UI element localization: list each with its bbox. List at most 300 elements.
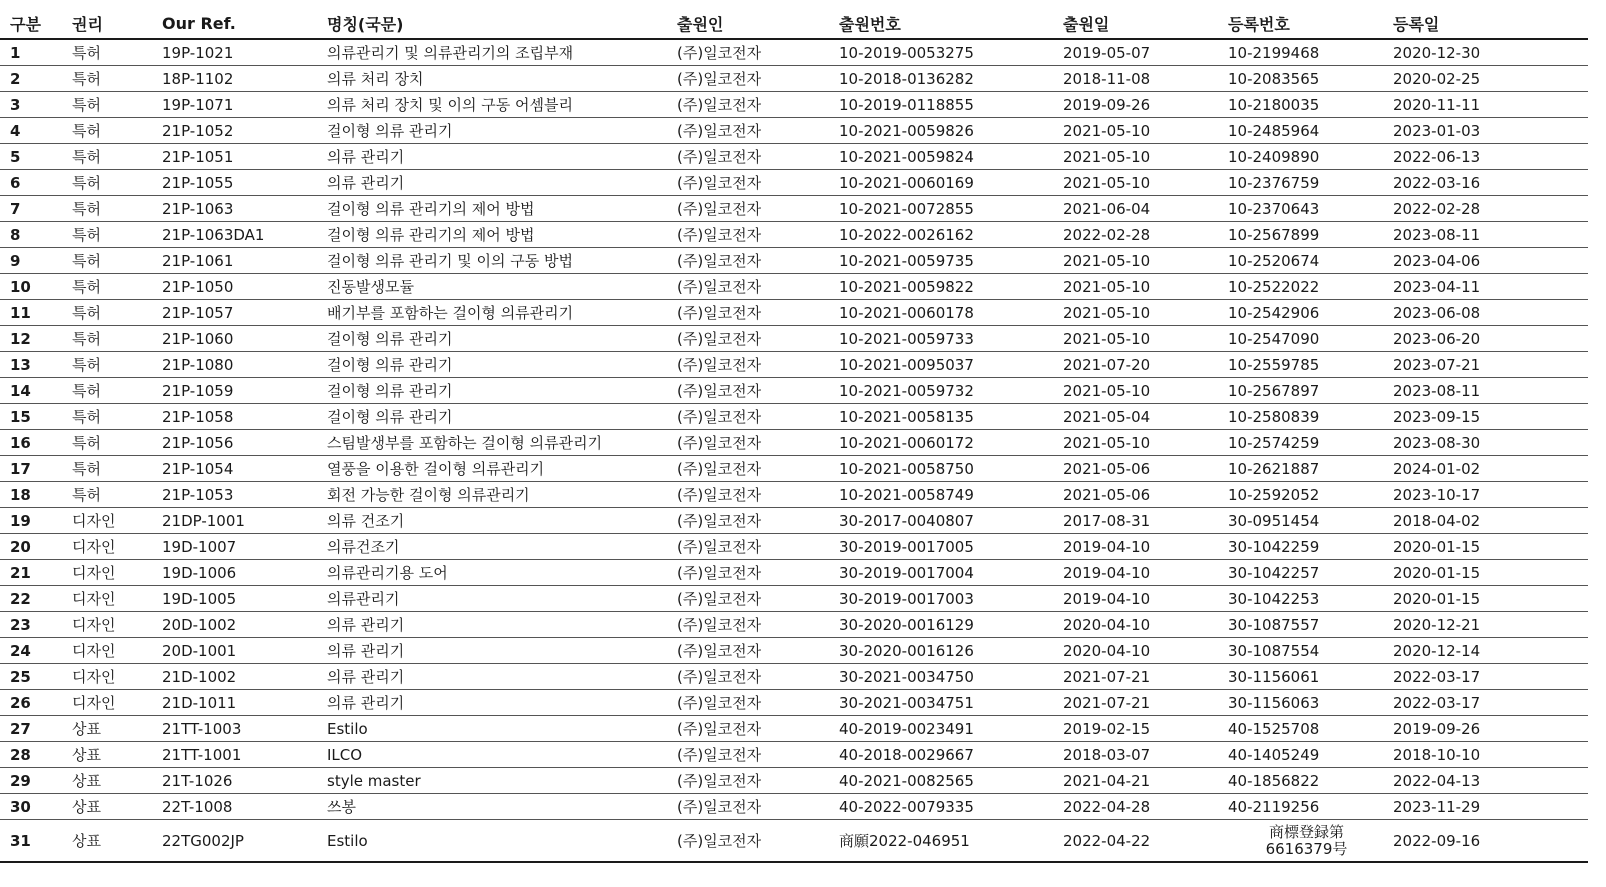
cell-application-number: 30-2019-0017004 <box>835 560 1059 586</box>
cell-number: 30 <box>0 794 68 820</box>
table-row <box>0 690 1588 716</box>
cell-title: 의류 처리 장치 <box>323 66 673 92</box>
cell-number: 10 <box>0 274 68 300</box>
table-row <box>0 508 1588 534</box>
table-row <box>0 404 1588 430</box>
cell-registration-number: 10-2580839 <box>1224 404 1389 430</box>
cell-applicant: (주)일코전자 <box>673 92 835 118</box>
cell-number: 16 <box>0 430 68 456</box>
cell-registration-date: 2023-06-08 <box>1389 300 1588 326</box>
cell-registration-date: 2023-04-11 <box>1389 274 1588 300</box>
cell-registration-date: 2023-10-17 <box>1389 482 1588 508</box>
cell-application-number: 10-2021-0059822 <box>835 274 1059 300</box>
cell-registration-number: 商標登録第 6616379号 <box>1224 820 1389 863</box>
cell-number: 8 <box>0 222 68 248</box>
cell-application-date: 2020-04-10 <box>1059 612 1224 638</box>
cell-application-date: 2021-06-04 <box>1059 196 1224 222</box>
cell-number: 2 <box>0 66 68 92</box>
cell-our-ref: 20D-1002 <box>158 612 323 638</box>
cell-right-type: 상표 <box>68 716 158 742</box>
cell-registration-number: 30-1042253 <box>1224 586 1389 612</box>
cell-application-date: 2021-05-10 <box>1059 118 1224 144</box>
cell-application-number: 40-2022-0079335 <box>835 794 1059 820</box>
cell-application-date: 2021-04-21 <box>1059 768 1224 794</box>
cell-number: 27 <box>0 716 68 742</box>
cell-application-number: 30-2021-0034750 <box>835 664 1059 690</box>
cell-number: 13 <box>0 352 68 378</box>
cell-applicant: (주)일코전자 <box>673 144 835 170</box>
cell-registration-date: 2023-08-30 <box>1389 430 1588 456</box>
cell-registration-number: 10-2547090 <box>1224 326 1389 352</box>
cell-title: 걸이형 의류 관리기 <box>323 378 673 404</box>
cell-application-number: 30-2019-0017005 <box>835 534 1059 560</box>
table-row <box>0 586 1588 612</box>
cell-right-type: 특허 <box>68 300 158 326</box>
cell-our-ref: 22T-1008 <box>158 794 323 820</box>
cell-registration-number: 10-2567899 <box>1224 222 1389 248</box>
cell-right-type: 디자인 <box>68 586 158 612</box>
cell-title: 걸이형 의류 관리기 <box>323 352 673 378</box>
cell-registration-number: 10-2376759 <box>1224 170 1389 196</box>
cell-right-type: 특허 <box>68 456 158 482</box>
cell-registration-number: 10-2409890 <box>1224 144 1389 170</box>
cell-title: 걸이형 의류 관리기 <box>323 326 673 352</box>
cell-applicant: (주)일코전자 <box>673 39 835 66</box>
ip-registration-table <box>0 8 1588 863</box>
header-applicant: 출원인 <box>673 8 835 39</box>
cell-title: 의류 건조기 <box>323 508 673 534</box>
table-row <box>0 118 1588 144</box>
cell-application-number: 10-2021-0095037 <box>835 352 1059 378</box>
cell-title: ILCO <box>323 742 673 768</box>
cell-applicant: (주)일코전자 <box>673 326 835 352</box>
cell-registration-number: 10-2083565 <box>1224 66 1389 92</box>
table-row <box>0 66 1588 92</box>
cell-applicant: (주)일코전자 <box>673 274 835 300</box>
cell-title: 걸이형 의류 관리기의 제어 방법 <box>323 222 673 248</box>
cell-applicant: (주)일코전자 <box>673 248 835 274</box>
cell-registration-date: 2023-04-06 <box>1389 248 1588 274</box>
cell-application-date: 2022-04-28 <box>1059 794 1224 820</box>
cell-applicant: (주)일코전자 <box>673 456 835 482</box>
cell-title: 진동발생모듈 <box>323 274 673 300</box>
cell-our-ref: 18P-1102 <box>158 66 323 92</box>
cell-application-date: 2019-09-26 <box>1059 92 1224 118</box>
cell-application-date: 2021-05-06 <box>1059 456 1224 482</box>
cell-application-date: 2021-07-21 <box>1059 690 1224 716</box>
table-row <box>0 170 1588 196</box>
cell-title: style master <box>323 768 673 794</box>
table-row <box>0 222 1588 248</box>
table-row <box>0 820 1588 863</box>
cell-right-type: 특허 <box>68 482 158 508</box>
cell-application-date: 2019-05-07 <box>1059 39 1224 66</box>
cell-number: 15 <box>0 404 68 430</box>
cell-registration-date: 2023-06-20 <box>1389 326 1588 352</box>
cell-number: 3 <box>0 92 68 118</box>
cell-registration-date: 2020-12-21 <box>1389 612 1588 638</box>
cell-registration-date: 2020-01-15 <box>1389 586 1588 612</box>
cell-registration-number: 10-2180035 <box>1224 92 1389 118</box>
cell-application-number: 40-2018-0029667 <box>835 742 1059 768</box>
cell-registration-number: 10-2522022 <box>1224 274 1389 300</box>
cell-our-ref: 21P-1060 <box>158 326 323 352</box>
cell-our-ref: 21P-1050 <box>158 274 323 300</box>
cell-applicant: (주)일코전자 <box>673 378 835 404</box>
cell-title: 배기부를 포함하는 걸이형 의류관리기 <box>323 300 673 326</box>
cell-registration-number: 10-2574259 <box>1224 430 1389 456</box>
cell-number: 24 <box>0 638 68 664</box>
cell-number: 29 <box>0 768 68 794</box>
cell-right-type: 디자인 <box>68 612 158 638</box>
cell-application-number: 30-2017-0040807 <box>835 508 1059 534</box>
cell-applicant: (주)일코전자 <box>673 118 835 144</box>
table-body <box>0 39 1588 862</box>
cell-title: Estilo <box>323 820 673 863</box>
cell-application-number: 30-2020-0016126 <box>835 638 1059 664</box>
cell-our-ref: 22TG002JP <box>158 820 323 863</box>
cell-application-date: 2019-04-10 <box>1059 586 1224 612</box>
table-row <box>0 560 1588 586</box>
cell-registration-number: 30-1156063 <box>1224 690 1389 716</box>
header-title-korean: 명칭(국문) <box>323 8 673 39</box>
cell-application-number: 10-2019-0118855 <box>835 92 1059 118</box>
cell-registration-date: 2020-11-11 <box>1389 92 1588 118</box>
cell-application-number: 40-2019-0023491 <box>835 716 1059 742</box>
cell-application-number: 40-2021-0082565 <box>835 768 1059 794</box>
cell-number: 21 <box>0 560 68 586</box>
cell-application-date: 2018-03-07 <box>1059 742 1224 768</box>
cell-right-type: 상표 <box>68 768 158 794</box>
cell-registration-date: 2022-04-13 <box>1389 768 1588 794</box>
cell-application-number: 10-2021-0059826 <box>835 118 1059 144</box>
cell-number: 26 <box>0 690 68 716</box>
cell-our-ref: 21P-1063DA1 <box>158 222 323 248</box>
cell-right-type: 특허 <box>68 144 158 170</box>
cell-applicant: (주)일코전자 <box>673 820 835 863</box>
cell-title: 쓰봉 <box>323 794 673 820</box>
cell-registration-date: 2020-12-30 <box>1389 39 1588 66</box>
cell-our-ref: 21TT-1001 <box>158 742 323 768</box>
cell-registration-number: 30-1087557 <box>1224 612 1389 638</box>
cell-title: 걸이형 의류 관리기 <box>323 404 673 430</box>
cell-right-type: 상표 <box>68 820 158 863</box>
cell-our-ref: 19P-1071 <box>158 92 323 118</box>
cell-applicant: (주)일코전자 <box>673 430 835 456</box>
cell-applicant: (주)일코전자 <box>673 690 835 716</box>
cell-our-ref: 21T-1026 <box>158 768 323 794</box>
cell-application-number: 商願2022-046951 <box>835 820 1059 863</box>
cell-registration-date: 2022-09-16 <box>1389 820 1588 863</box>
cell-application-date: 2017-08-31 <box>1059 508 1224 534</box>
cell-application-number: 10-2021-0059824 <box>835 144 1059 170</box>
cell-application-number: 30-2019-0017003 <box>835 586 1059 612</box>
cell-title: 의류 관리기 <box>323 690 673 716</box>
cell-application-date: 2021-05-04 <box>1059 404 1224 430</box>
cell-number: 19 <box>0 508 68 534</box>
header-right-type: 권리 <box>68 8 158 39</box>
cell-right-type: 특허 <box>68 66 158 92</box>
cell-registration-number: 30-1042257 <box>1224 560 1389 586</box>
cell-right-type: 상표 <box>68 742 158 768</box>
cell-registration-date: 2022-03-17 <box>1389 664 1588 690</box>
cell-registration-date: 2022-02-28 <box>1389 196 1588 222</box>
cell-title: 의류 처리 장치 및 이의 구동 어셈블리 <box>323 92 673 118</box>
table-row <box>0 430 1588 456</box>
cell-application-number: 10-2021-0058750 <box>835 456 1059 482</box>
cell-registration-number: 10-2542906 <box>1224 300 1389 326</box>
table-row <box>0 300 1588 326</box>
cell-our-ref: 21P-1053 <box>158 482 323 508</box>
cell-our-ref: 21P-1057 <box>158 300 323 326</box>
cell-our-ref: 21P-1061 <box>158 248 323 274</box>
cell-title: 의류관리기용 도어 <box>323 560 673 586</box>
cell-number: 11 <box>0 300 68 326</box>
cell-our-ref: 21P-1080 <box>158 352 323 378</box>
cell-application-date: 2021-05-10 <box>1059 430 1224 456</box>
header-application-date: 출원일 <box>1059 8 1224 39</box>
cell-number: 18 <box>0 482 68 508</box>
cell-application-date: 2022-02-28 <box>1059 222 1224 248</box>
cell-our-ref: 20D-1001 <box>158 638 323 664</box>
table-row <box>0 664 1588 690</box>
cell-our-ref: 21D-1002 <box>158 664 323 690</box>
cell-applicant: (주)일코전자 <box>673 742 835 768</box>
cell-applicant: (주)일코전자 <box>673 768 835 794</box>
cell-applicant: (주)일코전자 <box>673 664 835 690</box>
cell-application-number: 10-2021-0058135 <box>835 404 1059 430</box>
cell-right-type: 특허 <box>68 404 158 430</box>
cell-application-number: 10-2019-0053275 <box>835 39 1059 66</box>
table-row <box>0 742 1588 768</box>
cell-our-ref: 21D-1011 <box>158 690 323 716</box>
cell-registration-date: 2020-01-15 <box>1389 560 1588 586</box>
cell-applicant: (주)일코전자 <box>673 352 835 378</box>
cell-number: 7 <box>0 196 68 222</box>
cell-number: 23 <box>0 612 68 638</box>
cell-registration-number: 40-1405249 <box>1224 742 1389 768</box>
cell-number: 5 <box>0 144 68 170</box>
cell-our-ref: 19D-1006 <box>158 560 323 586</box>
cell-application-date: 2020-04-10 <box>1059 638 1224 664</box>
cell-application-number: 10-2021-0060172 <box>835 430 1059 456</box>
cell-right-type: 디자인 <box>68 690 158 716</box>
table-row <box>0 794 1588 820</box>
cell-registration-date: 2018-04-02 <box>1389 508 1588 534</box>
cell-applicant: (주)일코전자 <box>673 196 835 222</box>
cell-number: 20 <box>0 534 68 560</box>
cell-application-number: 10-2021-0060169 <box>835 170 1059 196</box>
cell-registration-number: 10-2567897 <box>1224 378 1389 404</box>
table-header-row <box>0 8 1588 39</box>
cell-application-date: 2021-05-10 <box>1059 144 1224 170</box>
cell-registration-number: 10-2199468 <box>1224 39 1389 66</box>
cell-application-date: 2021-05-10 <box>1059 248 1224 274</box>
cell-number: 31 <box>0 820 68 863</box>
cell-applicant: (주)일코전자 <box>673 170 835 196</box>
cell-title: 의류관리기 및 의류관리기의 조립부재 <box>323 39 673 66</box>
cell-registration-date: 2023-09-15 <box>1389 404 1588 430</box>
cell-number: 14 <box>0 378 68 404</box>
cell-registration-number: 10-2621887 <box>1224 456 1389 482</box>
cell-registration-date: 2018-10-10 <box>1389 742 1588 768</box>
cell-registration-date: 2020-01-15 <box>1389 534 1588 560</box>
cell-registration-number: 30-1042259 <box>1224 534 1389 560</box>
cell-right-type: 디자인 <box>68 560 158 586</box>
cell-right-type: 디자인 <box>68 508 158 534</box>
cell-title: 걸이형 의류 관리기의 제어 방법 <box>323 196 673 222</box>
cell-registration-date: 2023-07-21 <box>1389 352 1588 378</box>
cell-application-date: 2019-04-10 <box>1059 534 1224 560</box>
cell-title: 의류 관리기 <box>323 638 673 664</box>
cell-right-type: 상표 <box>68 794 158 820</box>
cell-number: 12 <box>0 326 68 352</box>
cell-application-date: 2018-11-08 <box>1059 66 1224 92</box>
cell-registration-number: 40-1525708 <box>1224 716 1389 742</box>
cell-our-ref: 19P-1021 <box>158 39 323 66</box>
cell-registration-date: 2022-03-16 <box>1389 170 1588 196</box>
cell-applicant: (주)일코전자 <box>673 534 835 560</box>
cell-application-number: 10-2021-0060178 <box>835 300 1059 326</box>
cell-registration-date: 2023-08-11 <box>1389 222 1588 248</box>
cell-title: 열풍을 이용한 걸이형 의류관리기 <box>323 456 673 482</box>
cell-number: 22 <box>0 586 68 612</box>
table-row <box>0 534 1588 560</box>
cell-registration-number: 30-1156061 <box>1224 664 1389 690</box>
cell-right-type: 특허 <box>68 326 158 352</box>
table-row <box>0 612 1588 638</box>
cell-title: 의류관리기 <box>323 586 673 612</box>
cell-title: 의류 관리기 <box>323 664 673 690</box>
table-row <box>0 482 1588 508</box>
header-registration-date: 등록일 <box>1389 8 1588 39</box>
table-row <box>0 352 1588 378</box>
table-row <box>0 638 1588 664</box>
cell-number: 1 <box>0 39 68 66</box>
cell-title: 의류 관리기 <box>323 170 673 196</box>
header-registration-number: 등록번호 <box>1224 8 1389 39</box>
cell-right-type: 특허 <box>68 118 158 144</box>
cell-application-number: 10-2021-0059733 <box>835 326 1059 352</box>
cell-application-date: 2021-05-10 <box>1059 300 1224 326</box>
cell-title: 걸이형 의류 관리기 <box>323 118 673 144</box>
cell-applicant: (주)일코전자 <box>673 66 835 92</box>
cell-our-ref: 21TT-1003 <box>158 716 323 742</box>
cell-registration-date: 2019-09-26 <box>1389 716 1588 742</box>
cell-application-number: 10-2018-0136282 <box>835 66 1059 92</box>
header-category: 구분 <box>0 8 68 39</box>
cell-registration-number: 10-2520674 <box>1224 248 1389 274</box>
cell-number: 4 <box>0 118 68 144</box>
cell-right-type: 특허 <box>68 378 158 404</box>
cell-our-ref: 21P-1055 <box>158 170 323 196</box>
cell-right-type: 특허 <box>68 430 158 456</box>
cell-applicant: (주)일코전자 <box>673 222 835 248</box>
cell-application-date: 2021-05-10 <box>1059 378 1224 404</box>
cell-applicant: (주)일코전자 <box>673 482 835 508</box>
cell-application-date: 2021-05-10 <box>1059 274 1224 300</box>
cell-application-number: 30-2021-0034751 <box>835 690 1059 716</box>
cell-right-type: 특허 <box>68 196 158 222</box>
cell-registration-number: 10-2592052 <box>1224 482 1389 508</box>
cell-number: 28 <box>0 742 68 768</box>
cell-applicant: (주)일코전자 <box>673 404 835 430</box>
cell-application-number: 30-2020-0016129 <box>835 612 1059 638</box>
cell-right-type: 특허 <box>68 39 158 66</box>
table-row <box>0 274 1588 300</box>
cell-right-type: 디자인 <box>68 638 158 664</box>
cell-registration-date: 2022-03-17 <box>1389 690 1588 716</box>
cell-registration-number: 10-2370643 <box>1224 196 1389 222</box>
cell-our-ref: 21P-1051 <box>158 144 323 170</box>
cell-application-date: 2021-05-10 <box>1059 170 1224 196</box>
cell-registration-date: 2023-11-29 <box>1389 794 1588 820</box>
cell-applicant: (주)일코전자 <box>673 716 835 742</box>
cell-title: Estilo <box>323 716 673 742</box>
header-application-number: 출원번호 <box>835 8 1059 39</box>
cell-registration-number: 30-0951454 <box>1224 508 1389 534</box>
cell-title: 스팀발생부를 포함하는 걸이형 의류관리기 <box>323 430 673 456</box>
cell-registration-date: 2022-06-13 <box>1389 144 1588 170</box>
cell-application-date: 2019-04-10 <box>1059 560 1224 586</box>
cell-registration-date: 2020-02-25 <box>1389 66 1588 92</box>
cell-right-type: 특허 <box>68 248 158 274</box>
cell-application-date: 2022-04-22 <box>1059 820 1224 863</box>
cell-our-ref: 21P-1063 <box>158 196 323 222</box>
cell-our-ref: 21P-1054 <box>158 456 323 482</box>
cell-number: 25 <box>0 664 68 690</box>
cell-right-type: 특허 <box>68 352 158 378</box>
cell-our-ref: 21P-1059 <box>158 378 323 404</box>
cell-registration-number: 30-1087554 <box>1224 638 1389 664</box>
table-row <box>0 716 1588 742</box>
cell-registration-date: 2024-01-02 <box>1389 456 1588 482</box>
cell-title: 의류 관리기 <box>323 144 673 170</box>
cell-applicant: (주)일코전자 <box>673 586 835 612</box>
cell-title: 걸이형 의류 관리기 및 이의 구동 방법 <box>323 248 673 274</box>
cell-applicant: (주)일코전자 <box>673 612 835 638</box>
table-row <box>0 456 1588 482</box>
cell-application-date: 2021-05-06 <box>1059 482 1224 508</box>
cell-registration-number: 10-2485964 <box>1224 118 1389 144</box>
cell-our-ref: 19D-1005 <box>158 586 323 612</box>
cell-right-type: 특허 <box>68 170 158 196</box>
cell-applicant: (주)일코전자 <box>673 508 835 534</box>
table-row <box>0 326 1588 352</box>
table-row <box>0 378 1588 404</box>
cell-application-date: 2021-07-21 <box>1059 664 1224 690</box>
cell-our-ref: 21P-1052 <box>158 118 323 144</box>
cell-applicant: (주)일코전자 <box>673 638 835 664</box>
cell-applicant: (주)일코전자 <box>673 794 835 820</box>
cell-title: 의류 관리기 <box>323 612 673 638</box>
cell-applicant: (주)일코전자 <box>673 300 835 326</box>
cell-registration-number: 10-2559785 <box>1224 352 1389 378</box>
cell-title: 회전 가능한 걸이형 의류관리기 <box>323 482 673 508</box>
cell-application-number: 10-2021-0059732 <box>835 378 1059 404</box>
cell-application-number: 10-2021-0058749 <box>835 482 1059 508</box>
cell-application-number: 10-2022-0026162 <box>835 222 1059 248</box>
cell-our-ref: 21DP-1001 <box>158 508 323 534</box>
cell-right-type: 디자인 <box>68 534 158 560</box>
cell-number: 9 <box>0 248 68 274</box>
cell-applicant: (주)일코전자 <box>673 560 835 586</box>
cell-right-type: 특허 <box>68 274 158 300</box>
cell-registration-date: 2023-08-11 <box>1389 378 1588 404</box>
cell-registration-date: 2020-12-14 <box>1389 638 1588 664</box>
cell-application-date: 2019-02-15 <box>1059 716 1224 742</box>
table-row <box>0 39 1588 66</box>
